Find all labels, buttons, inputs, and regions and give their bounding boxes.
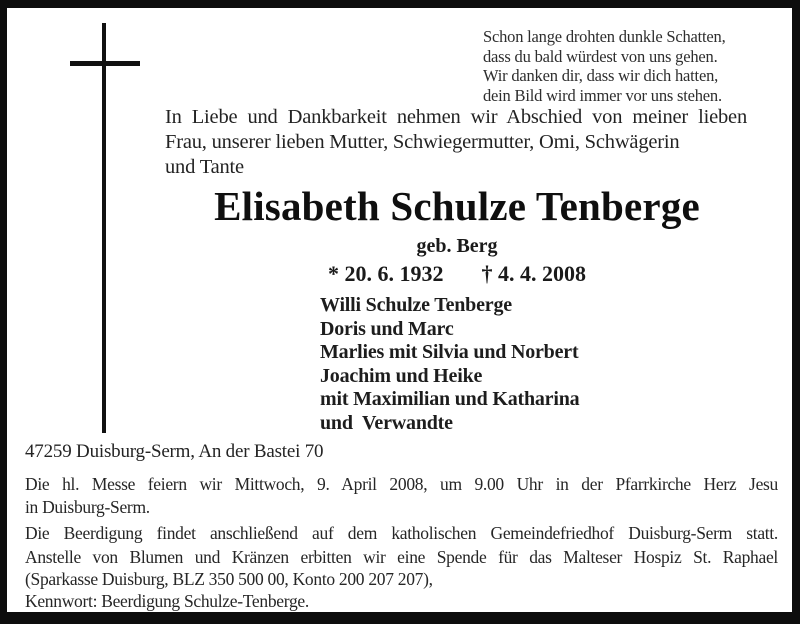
service-line: in Duisburg-Serm. — [25, 496, 150, 517]
burial-announcement — [25, 522, 778, 545]
service-announcement — [25, 473, 778, 518]
mourner-line: und Verwandte — [320, 411, 453, 434]
verse-line: dein Bild wird immer vor uns stehen. — [483, 85, 722, 105]
deceased-name: Elisabeth Schulze Tenberge — [214, 183, 700, 229]
verse-line: Wir danken dir, dass wir dich hatten, — [483, 66, 719, 85]
cross-horizontal-bar — [70, 61, 140, 66]
cross-vertical-bar — [102, 23, 106, 433]
mourner-line: Marlies mit Silvia und Norbert — [320, 341, 579, 363]
mourner-line: mit Maximilian und Katharina — [320, 388, 580, 410]
mourner-line: Willi Schulze Tenberge — [320, 294, 512, 316]
service-line: Die hl. Messe feiern wir Mittwoch, 9. April 2008, um 9.00 Uhr in der Pfarrkirche Herz Jesu — [25, 474, 778, 494]
mourner-line: Joachim und Heike — [320, 364, 483, 387]
maiden-name: geb. Berg — [416, 235, 498, 257]
mourners-list — [320, 294, 579, 435]
mourner-line: Doris und Marc — [320, 317, 454, 340]
donation-line: Kennwort: Beerdigung Schulze-Tenberge. — [25, 590, 309, 611]
family-address: 47259 Duisburg-Serm, An der Bastei 70 — [25, 441, 324, 462]
death-date: † 4. 4. 2008 — [481, 261, 586, 286]
farewell-intro — [165, 105, 747, 180]
donation-line: (Sparkasse Duisburg, BLZ 350 500 00, Konto 200 207 207), — [25, 568, 433, 589]
verse-line: dass du bald würdest von uns gehen. — [483, 46, 718, 66]
birth-date: * 20. 6. 1932 — [328, 261, 444, 286]
deceased-block — [163, 184, 751, 287]
donation-request — [25, 547, 778, 612]
memorial-verse — [483, 27, 726, 105]
verse-line: Schon lange drohten dunkle Schatten, — [483, 27, 726, 46]
burial-line: Die Beerdigung findet anschließend auf dem katholischen Gemeindefriedhof Duisburg-Serm statt. — [25, 523, 778, 543]
donation-line: Anstelle von Blumen und Kränzen erbitten wir eine Spende für das Malteser Hospiz St. Raphael — [25, 547, 778, 567]
life-dates — [163, 261, 751, 287]
intro-line: und Tante — [165, 156, 244, 178]
intro-line: In Liebe und Dankbarkeit nehmen wir Abschied von meiner lieben — [165, 106, 747, 128]
intro-line: Frau, unserer lieben Mutter, Schwiegermutter, Omi, Schwägerin — [165, 131, 680, 153]
